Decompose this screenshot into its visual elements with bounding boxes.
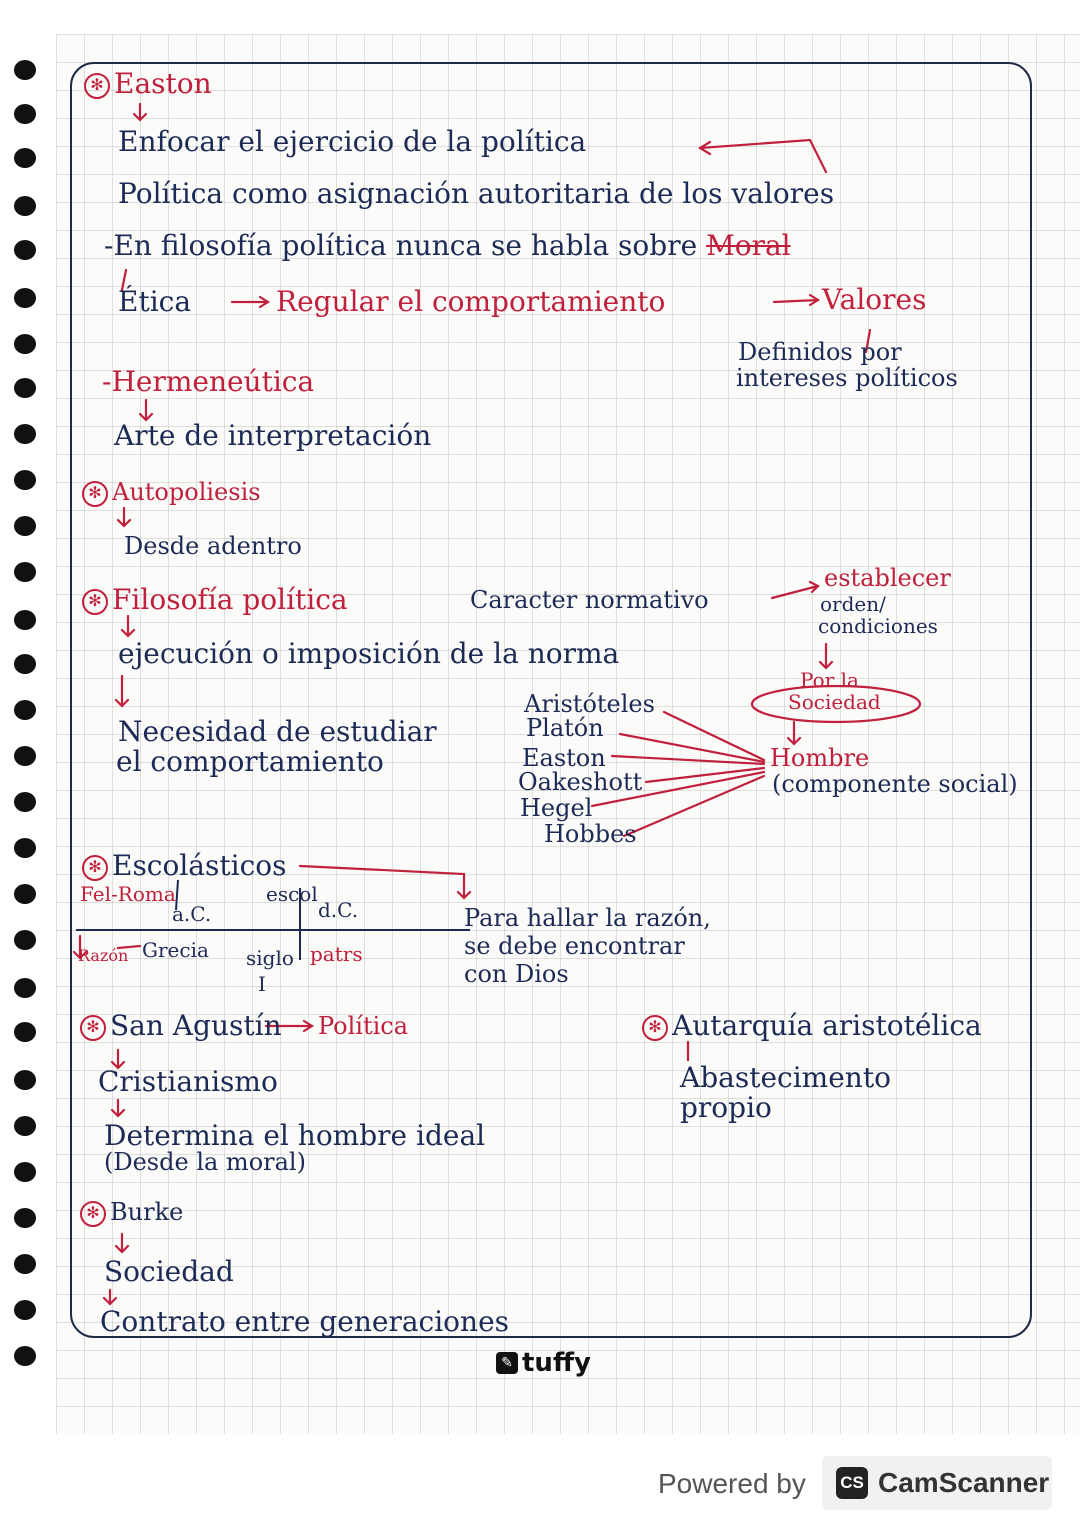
- establecer-line-1: establecer: [824, 564, 951, 592]
- filosofia-line: -En filosofía política nunca se habla sobre Moral: [104, 229, 791, 262]
- philosopher-2: Platón: [526, 714, 604, 742]
- easton-line-1: Enfocar el ejercicio de la política: [118, 125, 587, 158]
- ac-label: a.C.: [172, 902, 212, 926]
- abastecimento-line-2: propio: [680, 1091, 772, 1124]
- determina-line-1: Determina el hombre ideal: [104, 1119, 486, 1152]
- tuffy-icon: ✎: [496, 1352, 518, 1374]
- filosofia-politica-heading: ✻ Filosofía política: [82, 586, 348, 615]
- autopoliesis-heading: ✻ Autopoliesis: [82, 480, 261, 507]
- philosopher-5: Hegel: [520, 794, 593, 822]
- definidos-line-2: intereses políticos: [736, 364, 958, 392]
- camscanner-text: CamScanner: [878, 1467, 1050, 1498]
- philosopher-6: Hobbes: [544, 820, 637, 848]
- desde-adentro: Desde adentro: [124, 532, 302, 560]
- burke-heading: ✻ Burke: [80, 1200, 183, 1227]
- establecer-line-3: condiciones: [818, 614, 938, 638]
- camscanner-badge: [822, 1456, 1052, 1510]
- arte-line: Arte de interpretación: [114, 419, 432, 452]
- escolasticos-heading: ✻ Escolásticos: [82, 852, 286, 881]
- star-icon: ✻: [82, 855, 108, 881]
- necesidad-line-1: Necesidad de estudiar: [118, 715, 437, 748]
- powered-by: Powered by: [658, 1468, 806, 1499]
- sociedad-circled: Sociedad: [788, 690, 881, 714]
- ejecucion-line: ejecución o imposición de la norma: [118, 637, 620, 670]
- moral-word: Moral: [706, 229, 791, 262]
- grecia-label: Grecia: [142, 938, 209, 962]
- tuffy-logo: ✎ tuffy: [496, 1348, 591, 1378]
- definidos-line-1: Definidos por: [738, 338, 902, 366]
- siglo-label: siglo: [246, 946, 294, 970]
- por-la: Por la: [800, 668, 859, 692]
- dc-label: d.C.: [318, 898, 359, 922]
- razon-label: Razón: [78, 946, 129, 965]
- fel-roma: Fel-Roma: [80, 882, 176, 906]
- star-icon: ✻: [84, 73, 110, 99]
- necesidad-line-2: el comportamiento: [116, 745, 384, 778]
- sociedad-burke: Sociedad: [104, 1255, 234, 1288]
- escol-label: escol: [266, 882, 318, 906]
- san-agustin-heading: ✻ San Agustín: [80, 1012, 282, 1041]
- abastecimento-line-1: Abastecimento: [680, 1061, 891, 1094]
- establecer-line-2: orden/: [820, 592, 886, 616]
- para-line-1: Para hallar la razón,: [464, 904, 711, 932]
- caracter-normativo: Caracter normativo: [470, 586, 709, 614]
- hombre: Hombre: [770, 744, 870, 772]
- easton-heading: ✻ Easton: [84, 70, 212, 99]
- etica-word: Ética: [118, 285, 192, 318]
- star-icon: ✻: [82, 589, 108, 615]
- philosopher-4: Oakeshott: [518, 768, 643, 796]
- para-line-2: se debe encontrar: [464, 932, 685, 960]
- componente-social: (componente social): [772, 770, 1018, 798]
- philosopher-3: Easton: [522, 744, 606, 772]
- star-icon: ✻: [82, 481, 108, 507]
- regular-word: Regular el comportamiento: [276, 285, 666, 318]
- autarquia-heading: ✻ Autarquía aristotélica: [642, 1012, 982, 1041]
- roman-one: I: [258, 972, 266, 996]
- star-icon: ✻: [642, 1015, 668, 1041]
- star-icon: ✻: [80, 1201, 106, 1227]
- para-line-3: con Dios: [464, 960, 569, 988]
- philosopher-1: Aristóteles: [524, 690, 655, 718]
- valores-word: Valores: [822, 283, 927, 316]
- cristianismo: Cristianismo: [98, 1065, 278, 1098]
- patrs-label: patrs: [310, 942, 363, 966]
- easton-line-2: Política como asignación autoritaria de los valores: [118, 177, 835, 210]
- politica-word: Política: [318, 1012, 409, 1040]
- determina-line-2: (Desde la moral): [104, 1148, 306, 1176]
- contrato-line: Contrato entre generaciones: [100, 1305, 510, 1338]
- hermeneutica: -Hermeneútica: [102, 365, 315, 398]
- star-icon: ✻: [80, 1015, 106, 1041]
- camscanner-icon: CS: [836, 1467, 868, 1499]
